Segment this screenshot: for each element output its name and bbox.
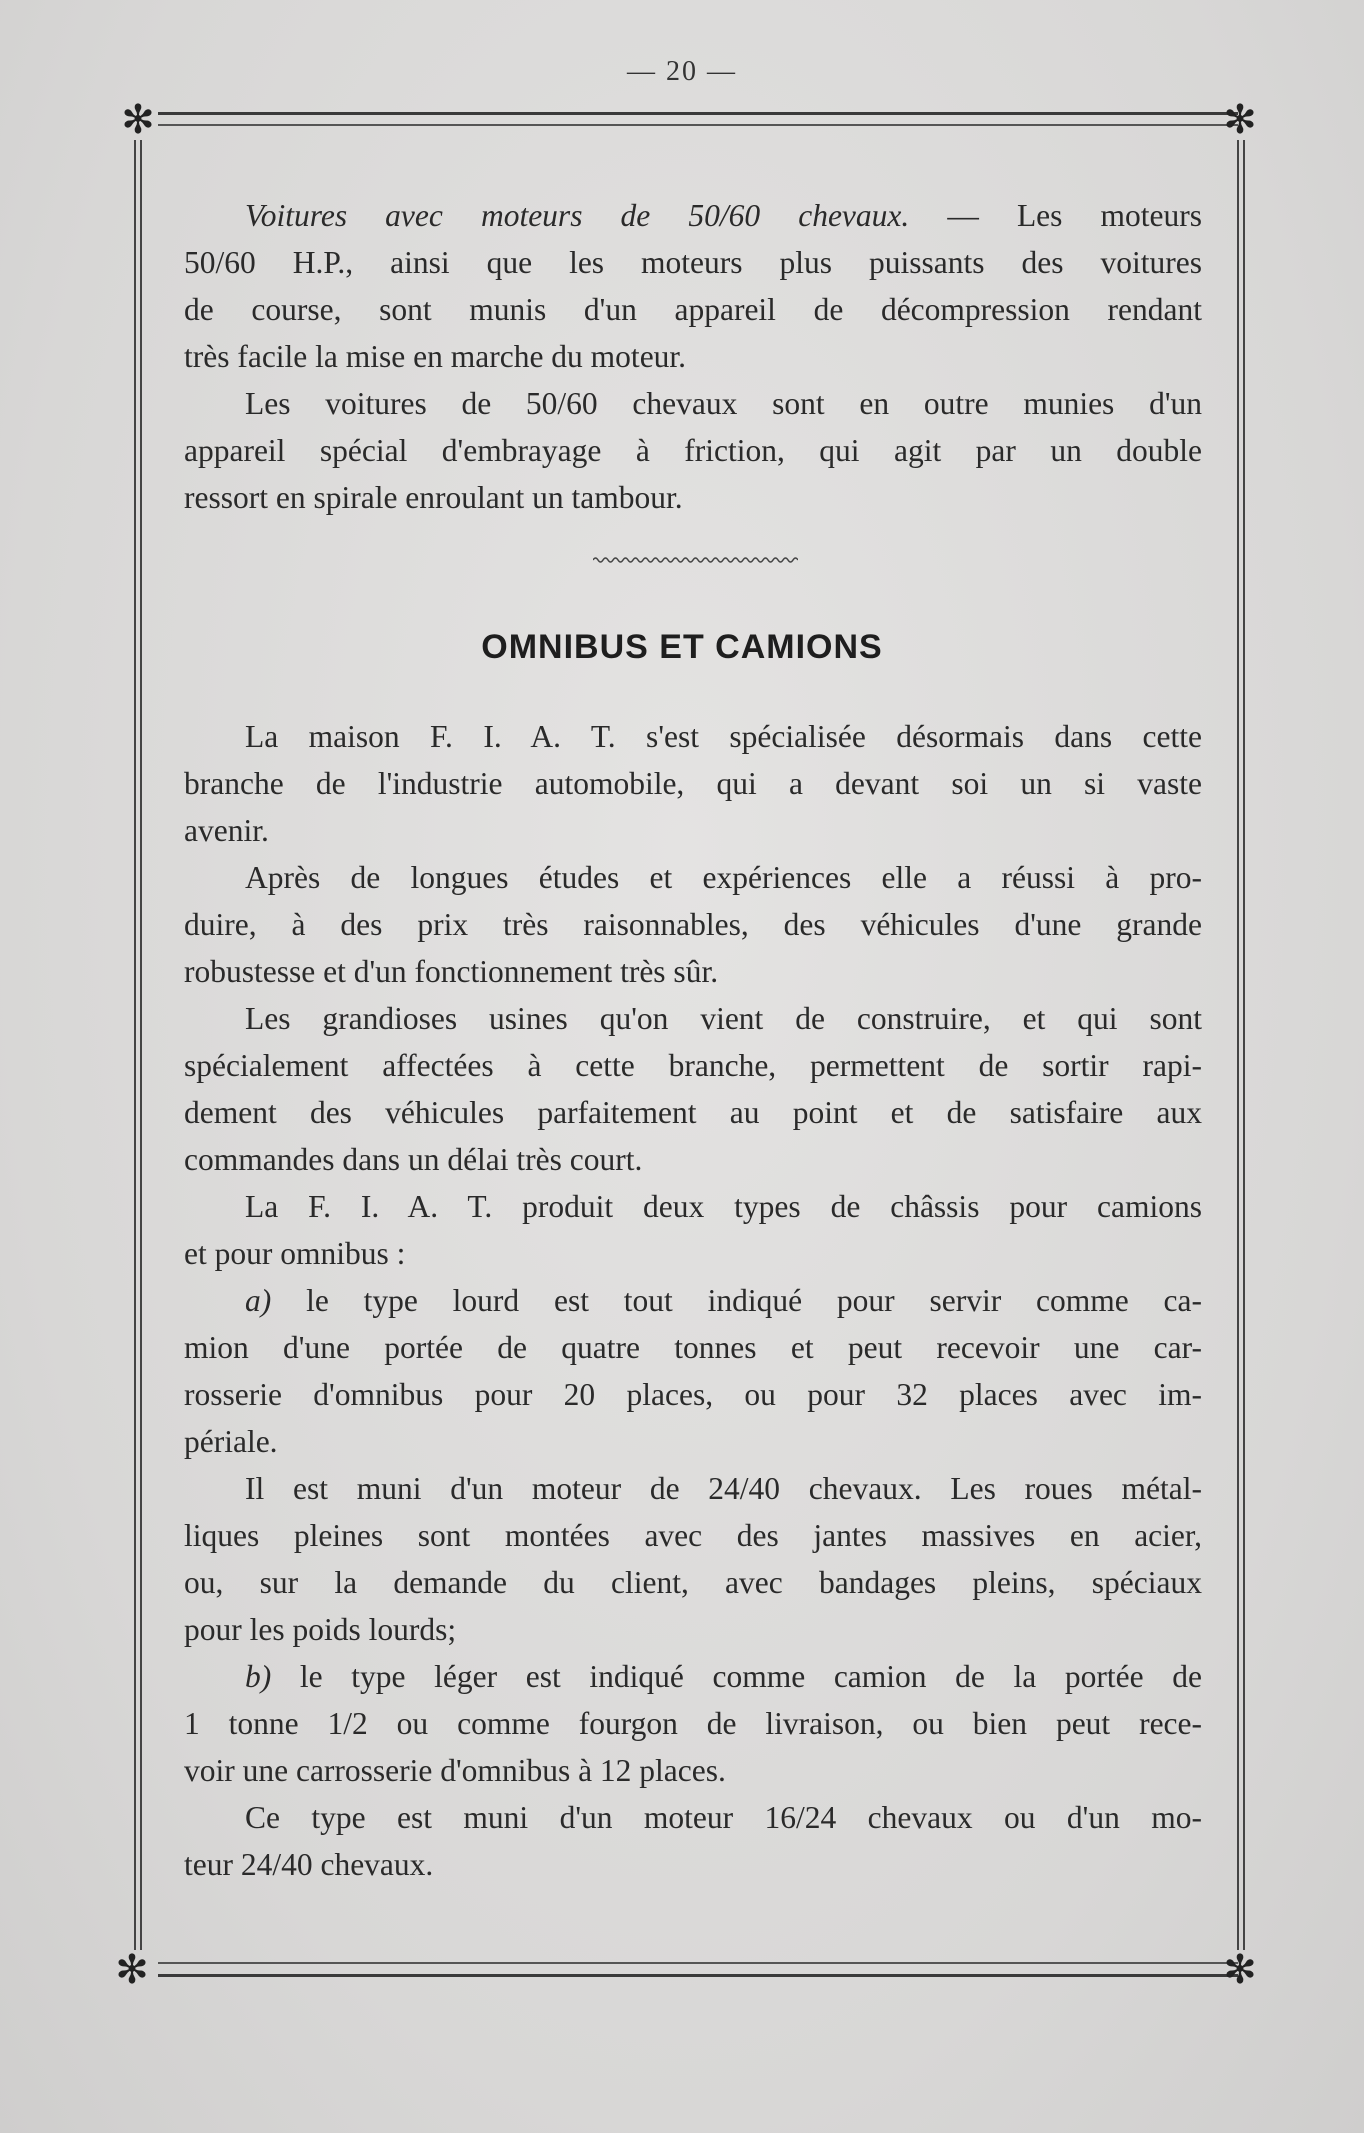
text-line: et pour omnibus :	[184, 1236, 406, 1271]
wavy-divider	[593, 556, 798, 564]
ornament-icon: ✻	[115, 1947, 149, 1992]
border-left-line	[134, 140, 136, 1950]
text-line: liques pleines sont montées avec des jantes massives en acier,	[184, 1518, 1202, 1553]
text-line: 1 tonne 1/2 ou comme fourgon de livraison, ou bien peut rece-	[184, 1706, 1202, 1741]
text-line: spécialement affectées à cette branche, permettent de sortir rapi-	[184, 1048, 1202, 1083]
text-line: Les grandioses usines qu'on vient de construire, et qui sont	[245, 1001, 1202, 1036]
text-line: La F. I. A. T. produit deux types de châssis pour camions	[245, 1189, 1202, 1224]
paragraph	[184, 1183, 1202, 1277]
text-line: périale.	[184, 1424, 278, 1459]
text-line	[184, 1277, 1202, 1324]
text-line: de course, sont munis d'un appareil de décompression rendant	[184, 292, 1202, 327]
paragraph	[184, 1277, 1202, 1465]
italic-lead: Voitures avec moteurs de 50/60 chevaux.	[245, 198, 910, 233]
text-line: duire, à des prix très raisonnables, des véhicules d'une grande	[184, 907, 1202, 942]
border-right-line	[1243, 140, 1245, 1950]
ornament-icon: ✻	[121, 97, 155, 142]
text: — Les moteurs	[909, 198, 1202, 233]
text-line: ressort en spirale enroulant un tambour.	[184, 480, 683, 515]
section-voitures	[184, 192, 1202, 521]
text-line: très facile la mise en marche du moteur.	[184, 339, 687, 374]
italic-lead: a)	[245, 1283, 272, 1318]
ornament-icon: ✻	[1223, 1947, 1257, 1992]
text-line: mion d'une portée de quatre tonnes et peut recevoir une car-	[184, 1330, 1202, 1365]
text-line: Il est muni d'un moteur de 24/40 chevaux. Les roues métal-	[245, 1471, 1202, 1506]
border-bottom-line	[158, 1974, 1238, 1977]
text-line: commandes dans un délai très court.	[184, 1142, 643, 1177]
text-line: Ce type est muni d'un moteur 16/24 chevaux ou d'un mo-	[245, 1800, 1202, 1835]
text-line: robustesse et d'un fonctionnement très sûr.	[184, 954, 719, 989]
border-right-line-inner	[1237, 140, 1239, 1950]
paragraph	[184, 1465, 1202, 1653]
text-line: appareil spécial d'embrayage à friction, qui agit par un double	[184, 433, 1202, 468]
text-line	[184, 1653, 1202, 1700]
border-top-line-inner	[158, 124, 1238, 126]
paragraph	[184, 1794, 1202, 1888]
text-line: voir une carrosserie d'omnibus à 12 places.	[184, 1753, 726, 1788]
ornament-icon: ✻	[1223, 97, 1257, 142]
paragraph	[184, 1653, 1202, 1794]
border-top-line	[158, 112, 1238, 115]
paragraph	[184, 380, 1202, 521]
text-line: avenir.	[184, 813, 269, 848]
paragraph	[184, 192, 1202, 380]
text-line: Après de longues études et expériences elle a réussi à pro-	[245, 860, 1202, 895]
text-line: 50/60 H.P., ainsi que les moteurs plus puissants des voitures	[184, 245, 1202, 280]
paragraph	[184, 713, 1202, 854]
section-heading: OMNIBUS ET CAMIONS	[481, 628, 883, 666]
section-omnibus	[184, 713, 1202, 1888]
italic-lead: b)	[245, 1659, 272, 1694]
text: le type léger est indiqué comme camion de la portée de	[271, 1659, 1202, 1694]
text-line: teur 24/40 chevaux.	[184, 1847, 434, 1882]
text-line: rosserie d'omnibus pour 20 places, ou pour 32 places avec im-	[184, 1377, 1202, 1412]
text-line: dement des véhicules parfaitement au point et de satisfaire aux	[184, 1095, 1202, 1130]
text-line: ou, sur la demande du client, avec bandages pleins, spéciaux	[184, 1565, 1202, 1600]
page-number: — 20 —	[627, 56, 737, 87]
paragraph	[184, 995, 1202, 1183]
text-line: Les voitures de 50/60 chevaux sont en outre munies d'un	[245, 386, 1202, 421]
border-bottom-line-inner	[158, 1962, 1238, 1964]
paragraph	[184, 854, 1202, 995]
text-line: La maison F. I. A. T. s'est spécialisée désormais dans cette	[245, 719, 1202, 754]
border-left-line-inner	[140, 140, 142, 1950]
text: le type lourd est tout indiqué pour servir comme ca-	[271, 1283, 1202, 1318]
text-line: branche de l'industrie automobile, qui a devant soi un si vaste	[184, 766, 1202, 801]
text-line	[184, 192, 1202, 239]
text-line: pour les poids lourds;	[184, 1612, 457, 1647]
